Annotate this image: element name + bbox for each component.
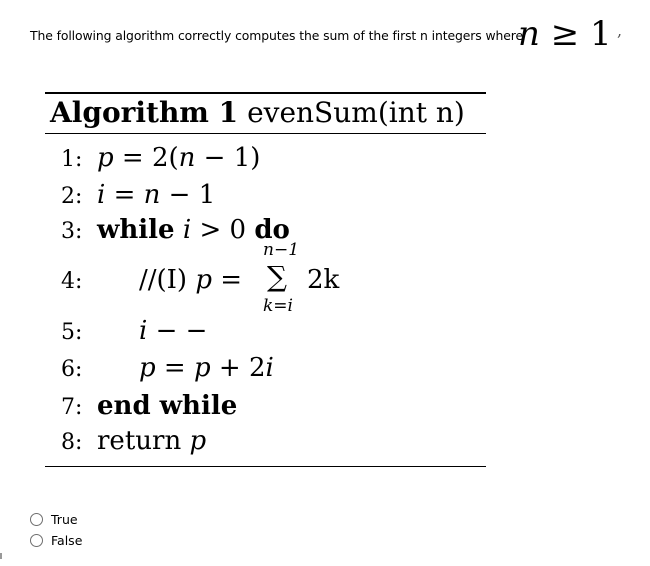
algorithm-line-5: [61, 315, 207, 349]
line-4-equals: =: [212, 265, 243, 295]
line-number: 6:: [61, 357, 83, 382]
algorithm-title: [50, 94, 465, 132]
stray-mark: ,: [617, 21, 623, 40]
radio-false[interactable]: [30, 534, 43, 547]
line-1-var: p: [97, 143, 114, 173]
line-2-var: n: [143, 180, 161, 210]
line-1-var: n: [178, 143, 196, 173]
algorithm-title-rule: [45, 133, 486, 134]
line-6-text: + 2: [210, 353, 266, 383]
line-2-var: i: [97, 180, 106, 210]
option-false-label[interactable]: False: [51, 533, 83, 548]
line-number: 5:: [61, 320, 83, 345]
line-8-return: return: [97, 426, 190, 456]
edge-mark: [0, 553, 2, 559]
option-true[interactable]: [30, 509, 82, 530]
option-true-label[interactable]: True: [51, 512, 78, 527]
answer-options: [30, 509, 82, 551]
line-5-var: i: [139, 316, 148, 346]
sum-upper-bound: n−1: [263, 240, 300, 260]
algorithm-line-2: [61, 179, 215, 213]
line-5-decrement: − −: [147, 316, 208, 346]
condition-variable: n: [518, 14, 540, 54]
keyword-do: do: [254, 215, 290, 245]
line-4-comment: //(I): [139, 265, 196, 295]
line-4-var: p: [195, 265, 212, 295]
line-3-condition: > 0: [191, 215, 255, 245]
line-6-text: =: [155, 353, 194, 383]
line-6-var: i: [265, 353, 274, 383]
sigma-symbol: ∑: [267, 260, 287, 293]
sum-term-text: 2k: [307, 265, 340, 295]
algorithm-line-1: [61, 142, 260, 176]
line-6-var: p: [193, 353, 211, 383]
line-3-var: i: [182, 215, 192, 245]
algorithm-line-4: [61, 264, 242, 298]
line-1-text: = 2(: [113, 143, 179, 173]
question-text: The following algorithm correctly computes the sum of the first n integers where: [30, 28, 524, 43]
line-number: 4:: [61, 269, 83, 294]
option-false[interactable]: [30, 530, 82, 551]
line-number: 3:: [61, 219, 83, 244]
keyword-end-while: end while: [97, 391, 238, 421]
algorithm-label: Algorithm 1: [50, 96, 239, 129]
condition-inequality: ≥ 1: [539, 14, 612, 54]
line-number: 1:: [61, 147, 83, 172]
sum-term: [307, 264, 339, 296]
sum-lower-bound: k=i: [263, 296, 293, 316]
line-6-var: p: [139, 353, 156, 383]
question-prompt: [30, 14, 645, 58]
line-number: 7:: [61, 395, 83, 420]
algorithm-name: evenSum(int n): [247, 96, 465, 129]
line-number: 2:: [61, 184, 83, 209]
line-2-text: − 1: [160, 180, 216, 210]
question-condition: [518, 14, 612, 54]
line-8-var: p: [189, 426, 207, 456]
algorithm-line-6: [61, 352, 274, 386]
line-number: 8:: [61, 430, 83, 455]
summation: [259, 240, 309, 320]
radio-true[interactable]: [30, 513, 43, 526]
algorithm-bottom-rule: [45, 466, 486, 467]
algorithm-line-7: [61, 390, 237, 424]
algorithm-line-3: [61, 214, 290, 248]
line-2-text: =: [105, 180, 144, 210]
line-1-text: − 1): [195, 143, 261, 173]
keyword-while: while: [97, 215, 175, 245]
algorithm-line-8: [61, 425, 206, 459]
